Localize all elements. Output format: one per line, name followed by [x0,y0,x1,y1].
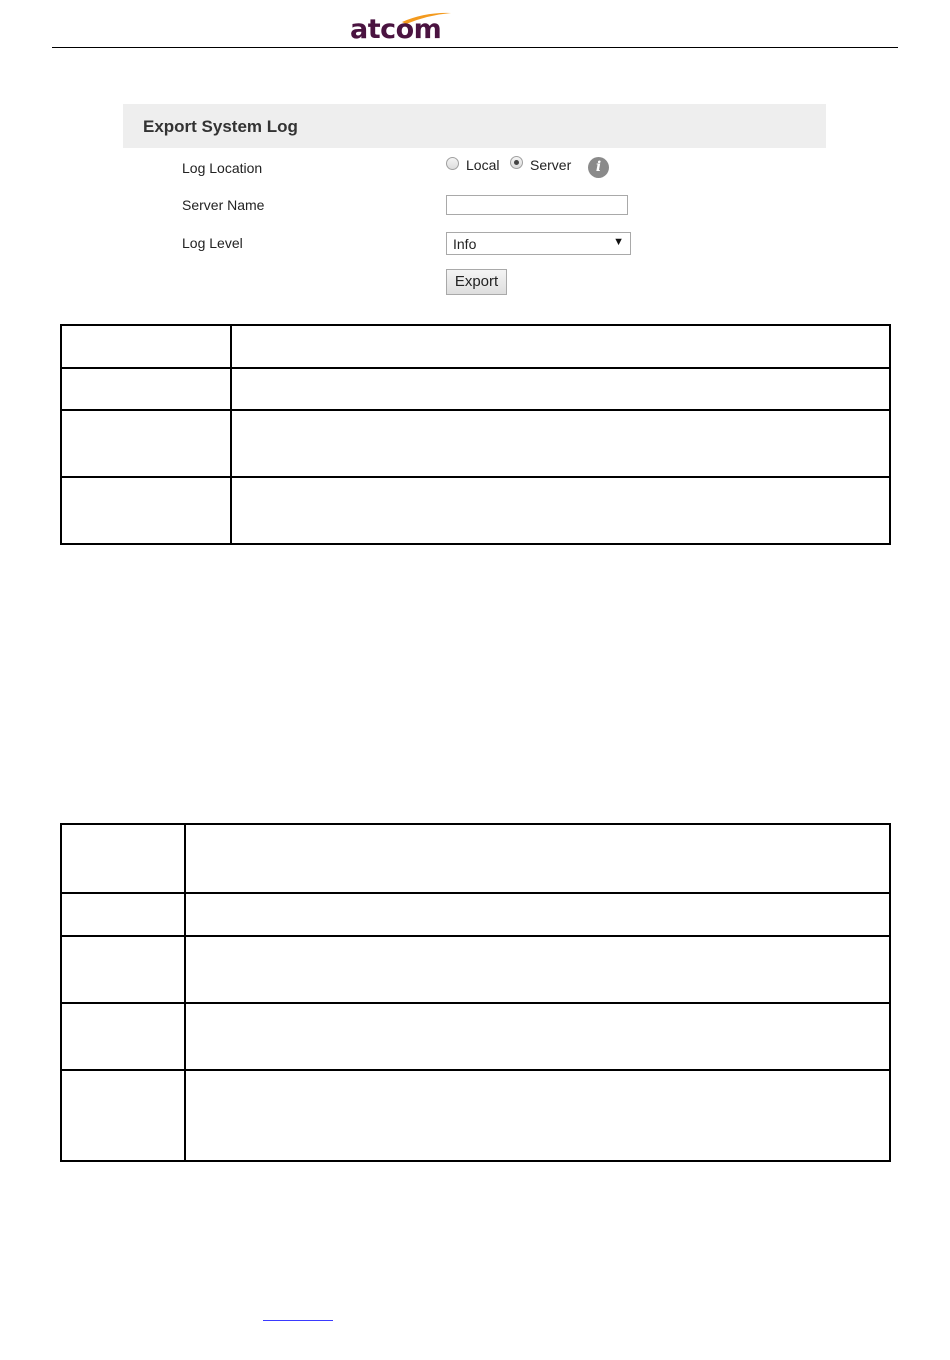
logo-text: atcom [350,14,442,45]
table-cell [61,824,185,893]
log-location-label: Log Location [182,160,263,176]
radio-server[interactable] [510,156,523,169]
radio-server-label[interactable]: Server [530,157,572,173]
table-row [61,368,890,410]
header-rule [52,47,898,48]
parameter-table-1 [60,324,891,545]
radio-local-label[interactable]: Local [466,157,500,173]
table-cell [185,1003,890,1070]
table-cell [185,824,890,893]
table-cell [61,368,231,410]
table-row [61,893,890,936]
panel-title: Export System Log [143,117,298,136]
chevron-down-icon: ▼ [613,236,624,248]
table-cell [231,477,890,544]
table-row [61,824,890,893]
table-cell [231,410,890,477]
export-system-log-panel [123,104,826,304]
table-row [61,1003,890,1070]
log-level-label: Log Level [182,235,243,251]
panel-header [123,104,826,148]
server-name-label: Server Name [182,197,265,213]
export-button[interactable]: Export [446,269,507,295]
server-name-input[interactable] [446,195,628,215]
table-row [61,1070,890,1161]
table-cell [61,477,231,544]
table-row [61,325,890,368]
table-row [61,477,890,544]
info-icon[interactable]: i [588,157,609,178]
log-level-select[interactable] [446,232,631,255]
log-level-value: Info [453,236,477,252]
table-cell [61,1070,185,1161]
radio-local[interactable] [446,157,459,170]
table-cell [185,936,890,1003]
parameter-table-2 [60,823,891,1162]
table-cell [61,410,231,477]
table-row [61,410,890,477]
table-cell [185,893,890,936]
table-cell [231,368,890,410]
table-cell [61,1003,185,1070]
atcom-logo [350,10,454,44]
footer-link-underline[interactable] [263,1320,333,1321]
table-row [61,936,890,1003]
table-cell [61,936,185,1003]
table-cell [61,325,231,368]
table-cell [61,893,185,936]
table-cell [231,325,890,368]
table-cell [185,1070,890,1161]
